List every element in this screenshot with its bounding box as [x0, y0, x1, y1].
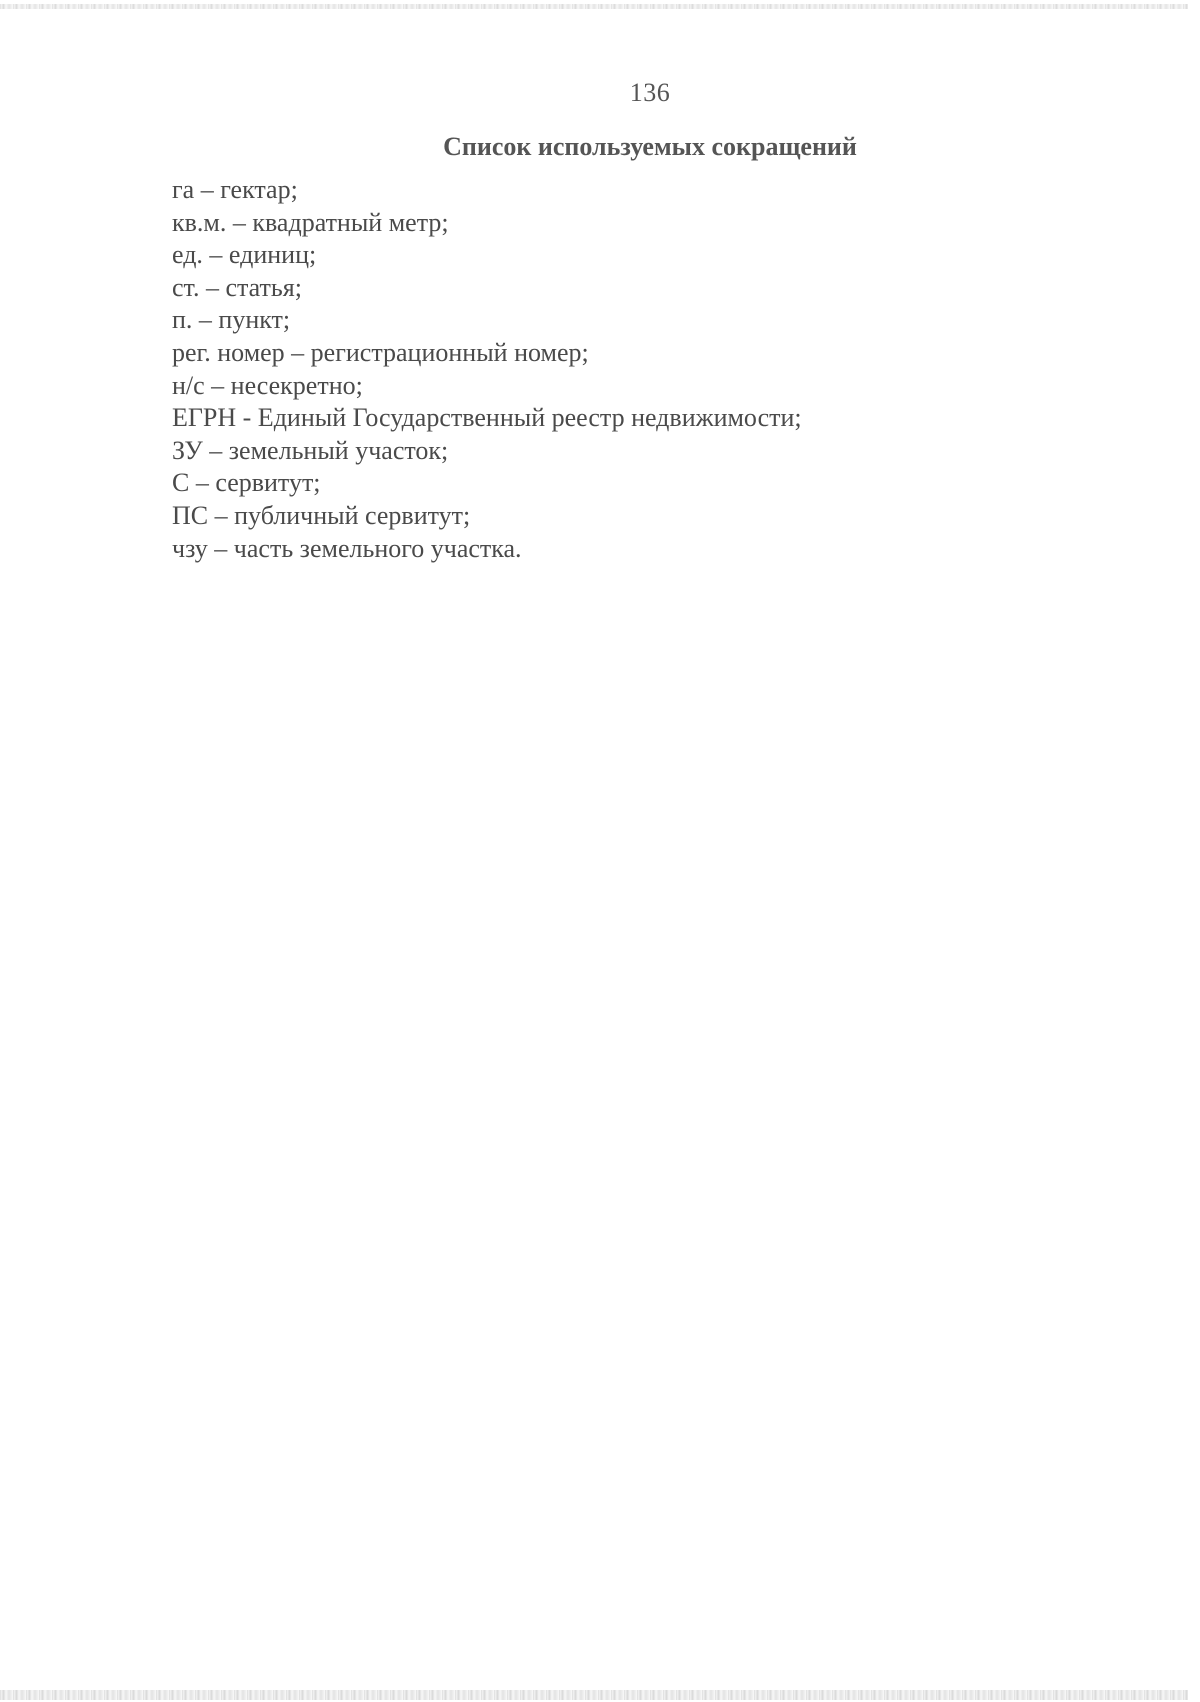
list-item: ЕГРН - Единый Государственный реестр недвижимости;: [172, 403, 802, 433]
list-item: н/с – несекретно;: [172, 370, 363, 400]
scan-edge-bottom: [0, 1690, 1188, 1700]
list-item: ЗУ – земельный участок;: [172, 435, 449, 465]
list-item: ед. – единиц;: [172, 240, 317, 270]
list-item: ст. – статья;: [172, 272, 302, 302]
list-item: га – гектар;: [172, 175, 298, 204]
list-item: С – сервитут;: [172, 468, 321, 498]
list-item: рег. номер – регистрационный номер;: [172, 337, 589, 367]
list-item: чзу – часть земельного участка.: [172, 533, 522, 563]
list-item: п. – пункт;: [172, 305, 291, 335]
abbreviation-list: [172, 174, 802, 565]
list-item: ПС – публичный сервитут;: [172, 500, 471, 530]
scan-edge-top: [0, 4, 1188, 9]
page-title: Список используемых сокращений: [443, 132, 857, 161]
page-number: 136: [629, 78, 671, 107]
list-item: кв.м. – квадратный метр;: [172, 207, 449, 237]
